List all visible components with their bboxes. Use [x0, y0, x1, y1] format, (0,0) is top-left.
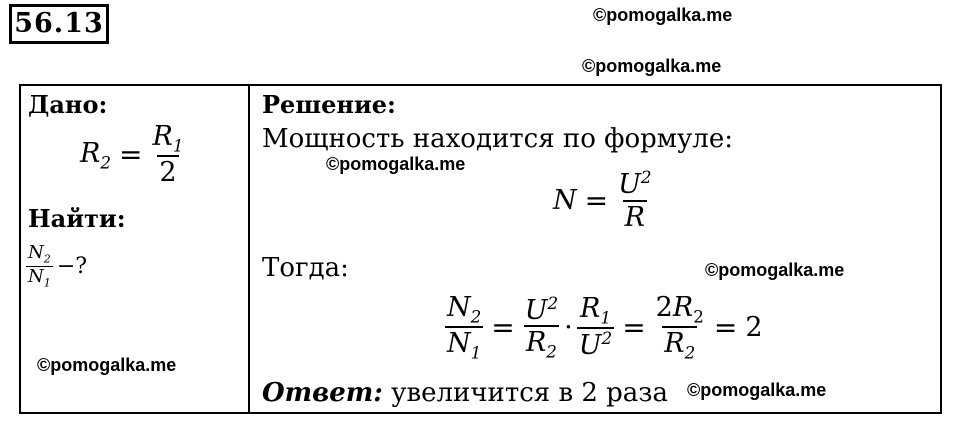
multiply-dot: ·: [564, 312, 573, 344]
watermark: ©pomogalka.me: [593, 5, 733, 25]
given-formula: [80, 122, 185, 188]
answer-text: увеличится в 2 раза: [391, 378, 668, 408]
given-lhs: $R_2$: [80, 137, 111, 173]
watermark: ©pomogalka.me: [582, 56, 722, 76]
power-symbol: N: [553, 184, 577, 216]
problem-number: 56.13: [9, 4, 109, 44]
equals-sign: =: [713, 311, 738, 345]
ratio-formula: [445, 293, 763, 362]
find-formula: [26, 243, 87, 290]
power-formula: [553, 168, 654, 233]
then-label: Тогда:: [262, 253, 349, 283]
given-heading: Дано:: [28, 90, 108, 119]
answer-line: [262, 378, 668, 408]
ratio-result: 2: [745, 312, 763, 344]
watermark: ©pomogalka.me: [705, 260, 845, 280]
solution-line1: Мощность находится по формуле:: [262, 124, 733, 154]
find-heading: Найти:: [28, 204, 126, 233]
ratio-fraction-1: $\frac{N_2}{N_1}$: [447, 292, 482, 363]
given-fraction: $\frac{R_1}{2}$: [152, 121, 184, 188]
equals-sign: =: [119, 138, 143, 172]
watermark: ©pomogalka.me: [326, 154, 466, 174]
power-fraction: $\frac{U^2}{R}$: [618, 167, 652, 233]
equals-sign: =: [491, 311, 515, 345]
find-suffix: −?: [56, 254, 88, 280]
answer-label: Ответ:: [262, 378, 383, 408]
watermark: ©pomogalka.me: [687, 380, 827, 400]
equals-sign: =: [622, 311, 646, 345]
watermark: ©pomogalka.me: [37, 355, 177, 375]
column-divider: [248, 84, 250, 414]
ratio-fraction-3: $\frac{R_1}{U^2}$: [578, 293, 613, 362]
equals-sign: =: [584, 183, 609, 217]
solution-heading: Решение:: [262, 90, 396, 119]
find-fraction: $\frac{N_2}{N_1}$: [28, 242, 51, 290]
ratio-fraction-2: $\frac{U^2}{R_2}$: [524, 292, 559, 362]
ratio-fraction-4: $\frac{2R_2}{R_2}$: [655, 292, 704, 363]
